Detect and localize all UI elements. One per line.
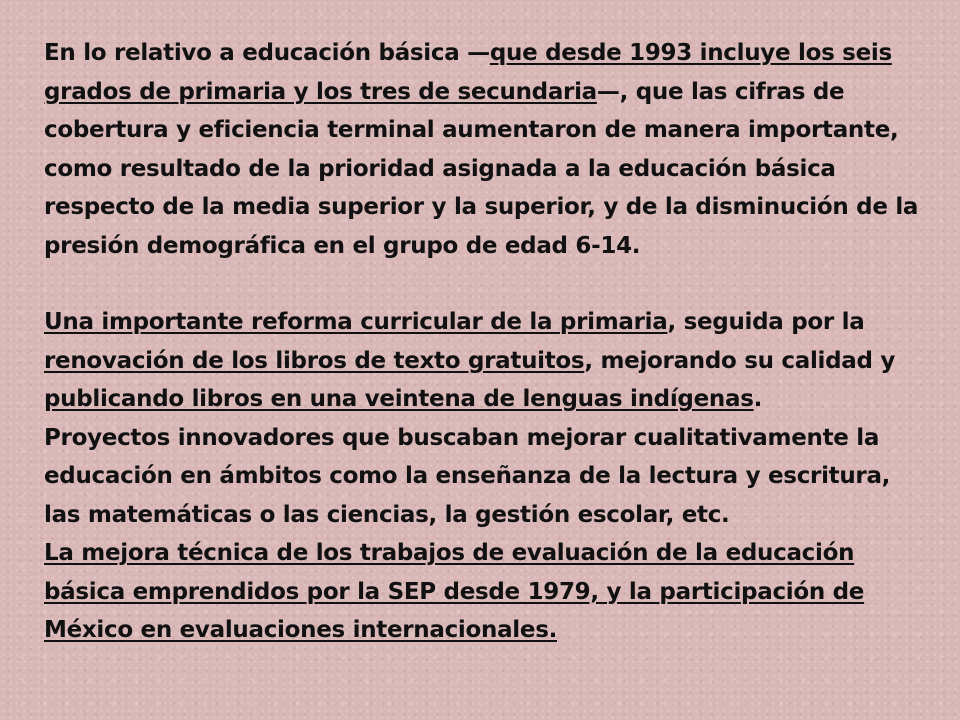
paragraph-1-text-2: —, que las cifras de cobertura y eficiencia terminal aumentaron de manera importante, como resultado de la prioridad asignada a la educación básica respecto de la media superior y la superior, y de la disminución de la presión demográfica en el grupo de edad 6-14.	[44, 78, 919, 259]
paragraph-2-underlined-1: Una importante reforma curricular de la primaria	[44, 309, 668, 335]
paragraph-spacer	[44, 265, 928, 303]
paragraph-2-text-2: , mejorando su calidad y	[584, 347, 896, 374]
paragraph-curricular-reform	[44, 303, 928, 419]
paragraph-2-text-1: , seguida por la	[667, 309, 865, 335]
paragraph-2-underlined-3: publicando libros en una veintena de lenguas indígenas	[44, 386, 754, 412]
paragraph-2-text-3: .	[753, 386, 763, 412]
paragraph-1-text-1: En lo relativo a educación básica —	[44, 40, 490, 66]
paragraph-3-text: Proyectos innovadores que buscaban mejorar cualitativamente la educación en ámbitos como la enseñanza de la lectura y escritura, las matemáticas o las ciencias, la gestión escolar, etc.	[44, 424, 891, 528]
paragraph-1-underlined-1: que desde 1993 incluye los seis grados de primaria y los tres de secundaria	[44, 40, 892, 105]
paragraph-evaluation	[44, 534, 928, 650]
slide-body	[44, 34, 928, 694]
paragraph-basic-education	[44, 34, 928, 265]
paragraph-2-underlined-2: renovación de los libros de texto gratuitos	[44, 347, 585, 374]
paragraph-innovative-projects	[44, 419, 928, 535]
paragraph-4-underlined-1: La mejora técnica de los trabajos de evaluación de la educación básica emprendidos por la SEP desde 1979, y la participación de México en evaluaciones internacionales.	[44, 540, 865, 643]
